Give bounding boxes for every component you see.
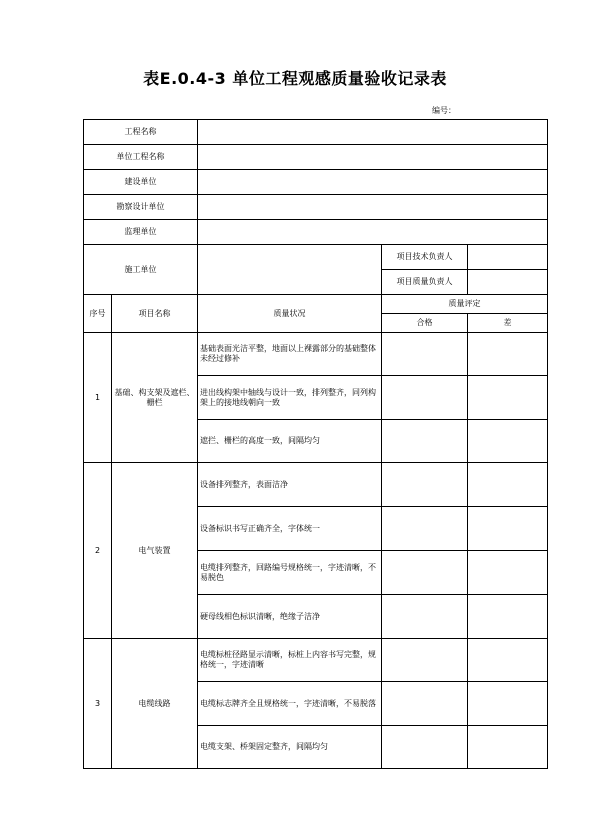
header-poor: 差 bbox=[468, 314, 548, 333]
poor-cell[interactable] bbox=[468, 639, 548, 682]
quality-item: 遮拦、栅栏的高度一致，间隔均匀 bbox=[198, 420, 382, 463]
acceptance-record-table bbox=[83, 119, 548, 769]
pass-cell[interactable] bbox=[382, 333, 468, 376]
field-quality-leader[interactable] bbox=[468, 270, 548, 295]
quality-item: 进出线构架中轴线与设计一致，排列整齐，同列构架上的接地线朝向一致 bbox=[198, 376, 382, 420]
field-tech-leader[interactable] bbox=[468, 245, 548, 270]
quality-item: 电缆支架、桥架固定整齐，间隔均匀 bbox=[198, 726, 382, 769]
field-construction-unit[interactable] bbox=[198, 170, 548, 195]
label-construction-unit: 建设单位 bbox=[84, 170, 198, 195]
pass-cell[interactable] bbox=[382, 682, 468, 726]
header-quality-status: 质量状况 bbox=[198, 295, 382, 333]
field-supervision-unit[interactable] bbox=[198, 220, 548, 245]
poor-cell[interactable] bbox=[468, 595, 548, 639]
quality-item: 硬母线相色标识清晰，绝缘子洁净 bbox=[198, 595, 382, 639]
poor-cell[interactable] bbox=[468, 507, 548, 551]
code-label: 编号： bbox=[432, 106, 456, 115]
row-survey-design-unit bbox=[84, 195, 548, 220]
pass-cell[interactable] bbox=[382, 551, 468, 595]
poor-cell[interactable] bbox=[468, 463, 548, 507]
pass-cell[interactable] bbox=[382, 463, 468, 507]
header-quality-eval: 质量评定 bbox=[382, 295, 548, 314]
label-unit-project-name: 单位工程名称 bbox=[84, 145, 198, 170]
pass-cell[interactable] bbox=[382, 376, 468, 420]
quality-item: 电缆标桩径路显示清晰，标桩上内容书写完整，规格统一，字迹清晰 bbox=[198, 639, 382, 682]
group-seq: 1 bbox=[84, 333, 112, 463]
label-builder-unit: 施工单位 bbox=[84, 245, 198, 295]
group-name: 电缆线路 bbox=[112, 639, 198, 769]
table-row bbox=[84, 333, 548, 376]
group-seq: 2 bbox=[84, 463, 112, 639]
header-item-name: 项目名称 bbox=[112, 295, 198, 333]
field-unit-project-name[interactable] bbox=[198, 145, 548, 170]
pass-cell[interactable] bbox=[382, 507, 468, 551]
poor-cell[interactable] bbox=[468, 376, 548, 420]
group-name: 基础、构支架及遮栏、栅栏 bbox=[112, 333, 198, 463]
poor-cell[interactable] bbox=[468, 682, 548, 726]
field-survey-design-unit[interactable] bbox=[198, 195, 548, 220]
field-builder-unit[interactable] bbox=[198, 245, 382, 295]
header-row bbox=[84, 295, 548, 314]
page-title: 表E.0.4-3 单位工程观感质量验收记录表 bbox=[143, 69, 447, 88]
header-pass: 合格 bbox=[382, 314, 468, 333]
poor-cell[interactable] bbox=[468, 726, 548, 769]
label-supervision-unit: 监理单位 bbox=[84, 220, 198, 245]
group-name: 电气装置 bbox=[112, 463, 198, 639]
row-supervision-unit bbox=[84, 220, 548, 245]
label-tech-leader: 项目技术负责人 bbox=[382, 245, 468, 270]
table-row bbox=[84, 639, 548, 682]
poor-cell[interactable] bbox=[468, 333, 548, 376]
row-unit-project-name bbox=[84, 145, 548, 170]
row-builder-unit bbox=[84, 245, 548, 270]
label-quality-leader: 项目质量负责人 bbox=[382, 270, 468, 295]
quality-item: 设备标识书写正确齐全，字体统一 bbox=[198, 507, 382, 551]
pass-cell[interactable] bbox=[382, 420, 468, 463]
row-construction-unit bbox=[84, 170, 548, 195]
quality-item: 设备排列整齐，表面洁净 bbox=[198, 463, 382, 507]
pass-cell[interactable] bbox=[382, 726, 468, 769]
row-project-name bbox=[84, 120, 548, 145]
quality-item: 电缆排列整齐，回路编号规格统一，字迹清晰，不易脱色 bbox=[198, 551, 382, 595]
quality-item: 电缆标志牌齐全且规格统一，字迹清晰，不易脱落 bbox=[198, 682, 382, 726]
pass-cell[interactable] bbox=[382, 595, 468, 639]
label-survey-design-unit: 勘察设计单位 bbox=[84, 195, 198, 220]
pass-cell[interactable] bbox=[382, 639, 468, 682]
table-row bbox=[84, 463, 548, 507]
label-project-name: 工程名称 bbox=[84, 120, 198, 145]
quality-item: 基础表面光洁平整，地面以上裸露部分的基础整体未经过修补 bbox=[198, 333, 382, 376]
header-seq: 序号 bbox=[84, 295, 112, 333]
poor-cell[interactable] bbox=[468, 551, 548, 595]
field-project-name[interactable] bbox=[198, 120, 548, 145]
poor-cell[interactable] bbox=[468, 420, 548, 463]
group-seq: 3 bbox=[84, 639, 112, 769]
